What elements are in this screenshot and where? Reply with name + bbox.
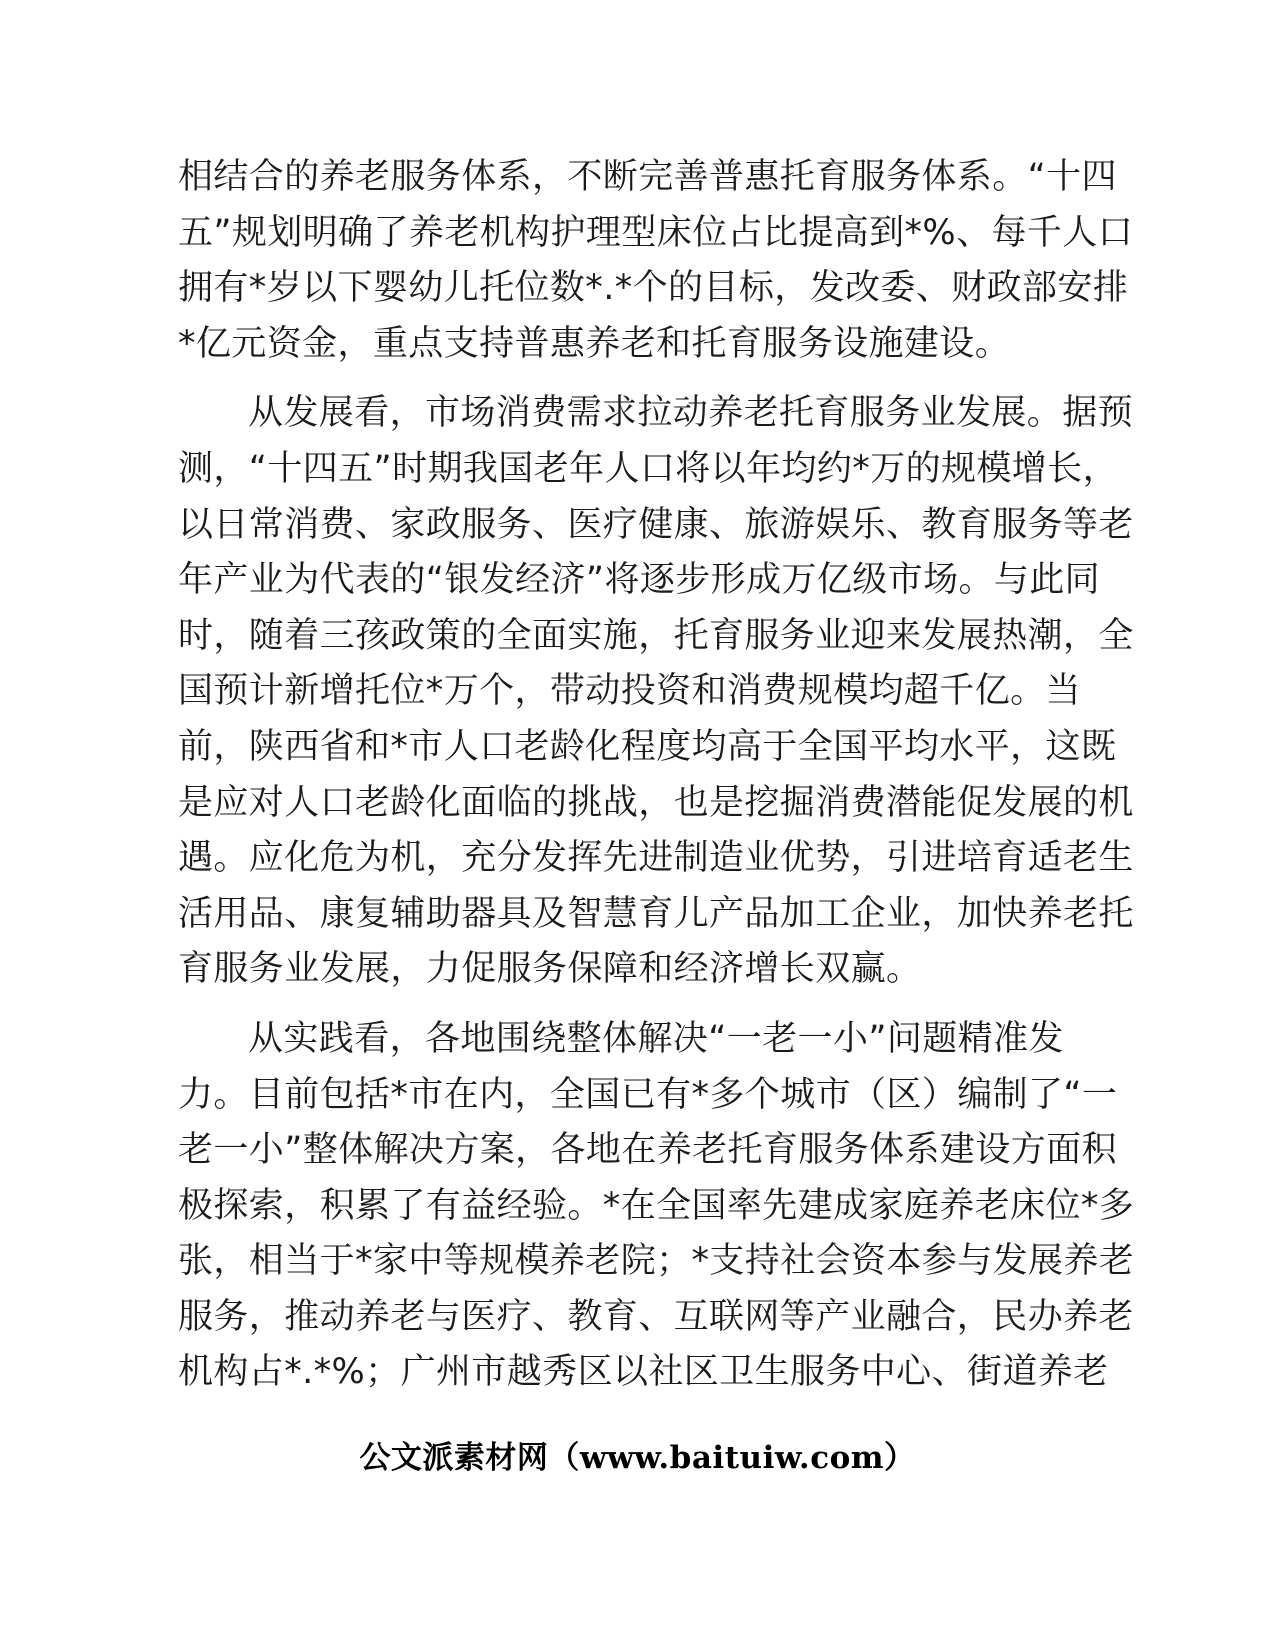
text-line: *亿元资金，重点支持普惠养老和托育服务设施建设。 <box>178 323 1011 364</box>
text-line: 国预计新增托位*万个，带动投资和消费规模均超千亿。当 <box>178 671 1081 712</box>
text-line: 机构占*.*%；广州市越秀区以社区卫生服务中心、街道养老 <box>178 1352 1109 1393</box>
text-line: 力。目前包括*市在内，全国已有*多个城市（区）编制了“一 <box>178 1074 1118 1115</box>
text-line: 遇。应化危为机，充分发挥先进制造业优势，引进培育适老生 <box>178 838 1134 879</box>
text-line: 时，随着三孩政策的全面实施，托育服务业迎来发展热潮，全 <box>178 615 1134 656</box>
text-line: 测，“十四五”时期我国老年人口将以年均约*万的规模增长， <box>178 448 1118 489</box>
text-line: 以日常消费、家政服务、医疗健康、旅游娱乐、教育服务等老 <box>178 504 1134 545</box>
paragraph-2 <box>178 386 1134 998</box>
text-line: 从发展看，市场消费需求拉动养老托育服务业发展。据预 <box>248 393 1134 434</box>
text-line: 年产业为代表的“银发经济”将逐步形成万亿级市场。与此同 <box>178 560 1101 601</box>
text-line: 极探索，积累了有益经验。*在全国率先建成家庭养老床位*多 <box>178 1185 1135 1226</box>
text-line: 五”规划明确了养老机构护理型床位占比提高到*%、每千人口 <box>178 212 1134 253</box>
text-line: 老一小”整体解决方案，各地在养老托育服务体系建设方面积 <box>178 1130 1117 1171</box>
watermark-footer: 公文派素材网（www.baituiw.com） <box>359 1440 916 1476</box>
text-line: 服务，推动养老与医疗、教育、互联网等产业融合，民办养老 <box>178 1296 1134 1337</box>
paragraph-3 <box>178 1012 1135 1401</box>
document-body <box>178 150 1135 1401</box>
text-line: 从实践看，各地围绕整体解决“一老一小”问题精准发 <box>248 1018 1064 1059</box>
text-line: 活用品、康复辅助器具及智慧育儿产品加工企业，加快养老托 <box>178 893 1134 934</box>
text-line: 相结合的养老服务体系，不断完善普惠托育服务体系。“十四 <box>178 157 1117 197</box>
paragraph-1 <box>178 150 1134 372</box>
text-line: 育服务业发展，力促服务保障和经济增长双赢。 <box>178 949 922 990</box>
text-line: 张，相当于*家中等规模养老院；*支持社会资本参与发展养老 <box>178 1241 1135 1282</box>
text-line: 拥有*岁以下婴幼儿托位数*.*个的目标，发改委、财政部安排 <box>178 268 1129 309</box>
text-line: 是应对人口老龄化面临的挑战，也是挖掘消费潜能促发展的机 <box>178 782 1134 823</box>
text-line: 前，陕西省和*市人口老龄化程度均高于全国平均水平，这既 <box>178 726 1117 767</box>
